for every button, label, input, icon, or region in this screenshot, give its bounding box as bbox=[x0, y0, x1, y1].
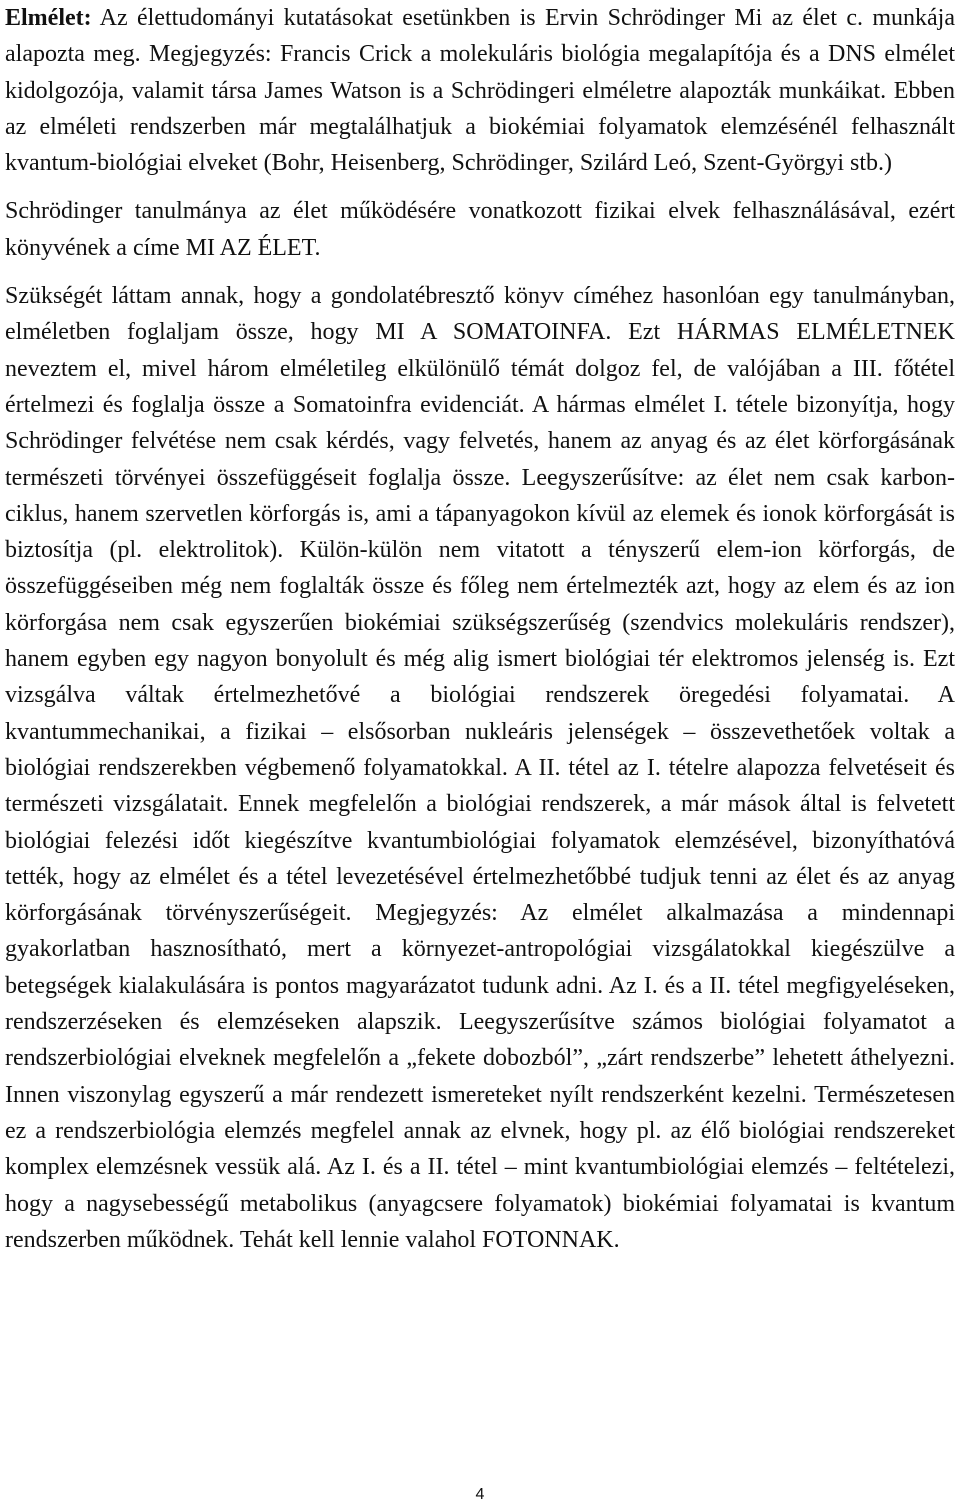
paragraph-lead: Elmélet: bbox=[5, 5, 92, 31]
paragraph-elmelet bbox=[5, 0, 955, 181]
page-number: 4 bbox=[475, 1486, 485, 1503]
document-page bbox=[5, 0, 955, 1270]
paragraph-text: Az élettudományi kutatásokat esetünkben is Ervin Schrödinger Mi az élet c. munkája alapozta meg. Megjegyzés: Francis Crick a molekuláris biológia megalapítója és a DNS elmélet kidolgozója, valamit társa James Watson is a Schrödingeri elméletre alapozták munkáikat. Ebben az elméleti rendszerben már megtalálhatjuk a biokémiai folyamatok elemzésénél felhasznált kvantum-biológiai elveket (Bohr, Heisenberg, Schrödinger, Szilárd Leó, Szent-Györgyi stb.) bbox=[5, 5, 955, 177]
paragraph-somatoinfa: Szükségét láttam annak, hogy a gondolatébresztő könyv címéhez hasonlóan egy tanulmányban, elméletben foglaljam össze, hogy MI A SOMATOINFA. Ezt HÁRMAS ELMÉLETNEK neveztem el, mivel három elméletileg elkülönülő témát dolgoz fel, de valójában a III. főtétel értelmezi és foglalja össze a Somatoinfra evidenciát. A hármas elmélet I. tétele bizonyítja, hogy Schrödinger felvétése nem csak kérdés, vagy felvetés, hanem az anyag és az élet körforgásának természeti törvényei összefüggéseit foglalja össze. Leegyszerűsítve: az élet nem csak karbon-ciklus, hanem szervetlen körforgás is, ami a tápanyagokon kívül az elemek és ionok körforgását is biztosítja (pl. elektrolitok). Külön-külön nem vitatott a tényszerű elem-ion körforgás, de összefüggéseiben még nem foglalták össze és főleg nem értelmezték azt, hogy az elem és az ion körforgása nem csak egyszerűen biokémiai szükségszerűség (szendvics molekuláris rendszer), hanem egyben egy nagyon bonyolult és még alig ismert biológiai tér elektromos jelenség is. Ezt vizsgálva váltak értelmezhetővé a biológiai rendszerek öregedési folyamatai. A kvantummechanikai, a fizikai – elsősorban nukleáris jelenségek – összevethetőek voltak a biológiai rendszerekben végbemenő folyamatokkal. A II. tétel az I. tételre alapozza felvetéseit és természeti vizsgálatait. Ennek megfelelőn a biológiai rendszerek, a már mások által is felvetett biológiai felezési időt kiegészítve kvantumbiológiai folyamatok elemzésével, bizonyíthatóvá tették, hogy az elmélet és a tétel levezetésével értelmezhetőbbé tudjuk tenni az élet és az anyag körforgásának törvényszerűségeit. Megjegyzés: Az elmélet alkalmazása a mindennapi gyakorlatban hasznosítható, mert a környezet-antropológiai vizsgálatokkal kiegészülve a betegségek kialakulására is pontos magyarázatot tudunk adni. Az I. és a II. tétel megfigyeléseken, rendszerzéseken és elemzéseken alapszik. Leegyszerűsítve számos biológiai folyamatot a rendszerbiológiai elveknek megfelelőn a „fekete dobozból”, „zárt rendszerbe” lehetett áthelyezni. Innen viszonylag egyszerű a már rendezett ismereteket nyílt rendszerként kezelni. Természetesen ez a rendszerbiológia elemzés megfelel annak az elvnek, hogy pl. az élő biológiai rendszereket komplex elemzésnek vessük alá. Az I. és a II. tétel – mint kvantumbiológiai elemzés – feltételezi, hogy a nagysebességű metabolikus (anyagcsere folyamatok) biokémiai folyamatai is kvantum rendszerben működnek. Tehát kell lennie valahol FOTONNAK. bbox=[5, 283, 955, 1253]
paragraph-schrodinger: Schrödinger tanulmánya az élet működésére vonatkozott fizikai elvek felhasználásával, ezért könyvének a címe MI AZ ÉLET. bbox=[5, 198, 955, 261]
